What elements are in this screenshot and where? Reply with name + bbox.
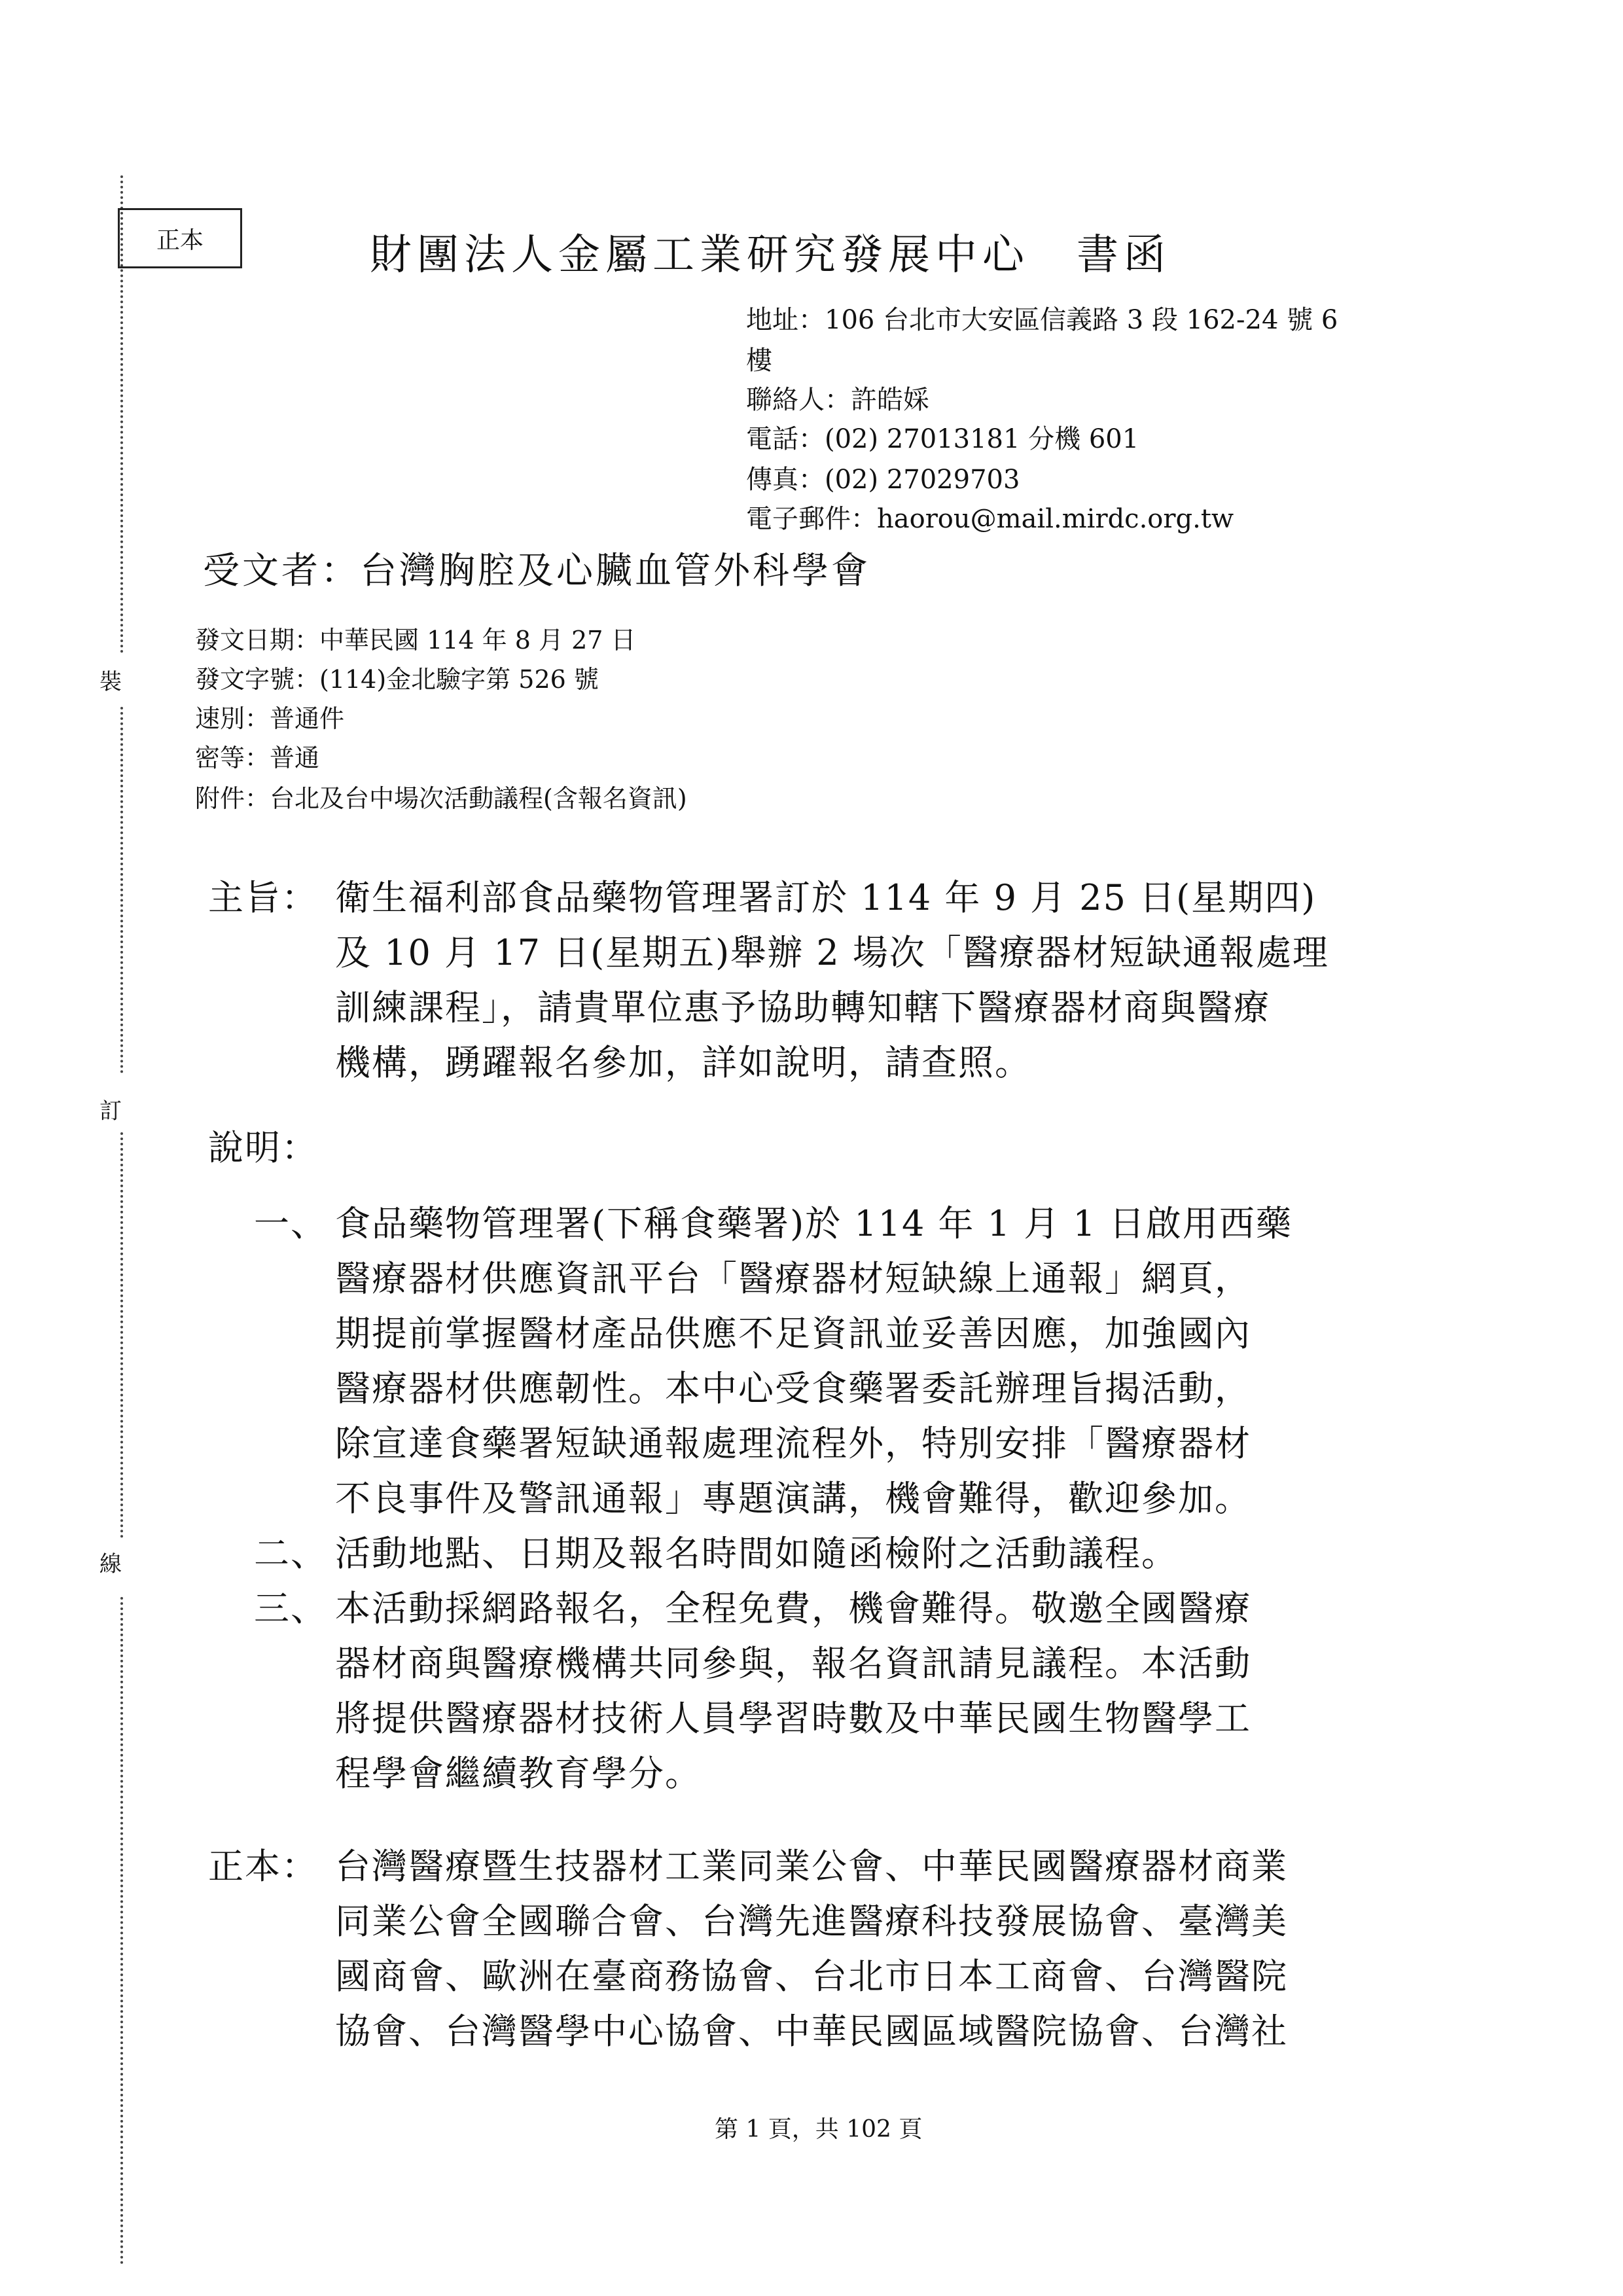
sender-fax: 傳真：(02) 27029703 [746, 465, 1020, 495]
subject-line: 訓練課程」，請貴單位惠予協助轉知轄下醫療器材商與醫療 [335, 987, 1270, 1028]
item-line: 醫療器材供應韌性。本中心受食藥署委託辦理旨揭活動， [335, 1368, 1251, 1409]
item-line: 活動地點、日期及報名時間如隨函檢附之活動議程。 [335, 1533, 1178, 1574]
delivery-speed: 速別：普通件 [195, 704, 345, 733]
binding-mark-ding: 訂 [99, 1098, 122, 1124]
subject-line: 衛生福利部食品藥物管理署訂於 114 年 9 月 25 日(星期四) [335, 877, 1317, 918]
recipient: 受文者：台灣胸腔及心臟血管外科學會 [203, 550, 870, 592]
page-number: 第 1 頁，共 102 頁 [715, 2116, 923, 2143]
binding-mark-xian: 線 [99, 1551, 122, 1577]
subject-line: 機構，踴躍報名參加，詳如說明，請查照。 [335, 1042, 1031, 1083]
copies-label: 正本： [208, 1846, 318, 1887]
item-line: 醫療器材供應資訊平台「醫療器材短缺線上通報」網頁， [335, 1258, 1251, 1299]
copies-line: 台灣醫療暨生技器材工業同業公會、中華民國醫療器材商業 [335, 1846, 1288, 1887]
attachment: 附件：台北及台中場次活動議程(含報名資訊) [195, 784, 687, 813]
copies-line: 協會、台灣醫學中心協會、中華民國區域醫院協會、台灣社 [335, 2011, 1288, 2052]
item-line: 除宣達食藥署短缺通報處理流程外，特別安排「醫療器材 [335, 1423, 1251, 1464]
binding-line-lower [120, 1132, 123, 1538]
item-line: 食品藥物管理署(下稱食藥署)於 114 年 1 月 1 日啟用西藥 [335, 1203, 1293, 1244]
item-line: 程學會繼續教育學分。 [335, 1753, 702, 1794]
sender-phone: 電話：(02) 27013181 分機 601 [746, 424, 1139, 454]
copies-line: 同業公會全國聯合會、台灣先進醫療科技發展協會、臺灣美 [335, 1901, 1288, 1942]
item-number: 二、 [254, 1533, 327, 1574]
sender-address-line2: 樓 [746, 346, 772, 376]
subject-label: 主旨： [208, 877, 318, 918]
item-line: 期提前掌握醫材產品供應不足資訊並妥善因應，加強國內 [335, 1313, 1251, 1354]
copies-line: 國商會、歐洲在臺商務協會、台北市日本工商會、台灣醫院 [335, 1956, 1288, 1997]
binding-line-bottom [120, 1597, 123, 2265]
subject-line: 及 10 月 17 日(星期五)舉辦 2 場次「醫療器材短缺通報處理 [335, 932, 1329, 973]
item-number: 三、 [254, 1588, 327, 1629]
sender-email: 電子郵件：haorou@mail.mirdc.org.tw [746, 504, 1234, 534]
item-line: 將提供醫療器材技術人員學習時數及中華民國生物醫學工 [335, 1698, 1251, 1739]
document-title: 財團法人金屬工業研究發展中心 書函 [370, 231, 1171, 279]
item-line: 不良事件及警訊通報」專題演講，機會難得，歡迎參加。 [335, 1478, 1251, 1519]
item-line: 器材商與醫療機構共同參與，報名資訊請見議程。本活動 [335, 1643, 1251, 1684]
original-copy-stamp: 正本 [118, 208, 242, 268]
item-line: 本活動採網路報名，全程免費，機會難得。敬邀全國醫療 [335, 1588, 1251, 1629]
binding-line-middle [120, 707, 123, 1073]
binding-mark-zhuang: 裝 [99, 669, 122, 695]
explanation-label: 說明： [208, 1127, 318, 1168]
security-level: 密等：普通 [195, 744, 320, 772]
document-number: 發文字號：(114)金北驗字第 526 號 [195, 665, 599, 694]
sender-contact: 聯絡人：許皓婇 [746, 385, 929, 415]
issue-date: 發文日期：中華民國 114 年 8 月 27 日 [195, 626, 636, 655]
item-number: 一、 [254, 1203, 327, 1244]
sender-address-line1: 地址：106 台北市大安區信義路 3 段 162-24 號 6 [746, 305, 1338, 335]
